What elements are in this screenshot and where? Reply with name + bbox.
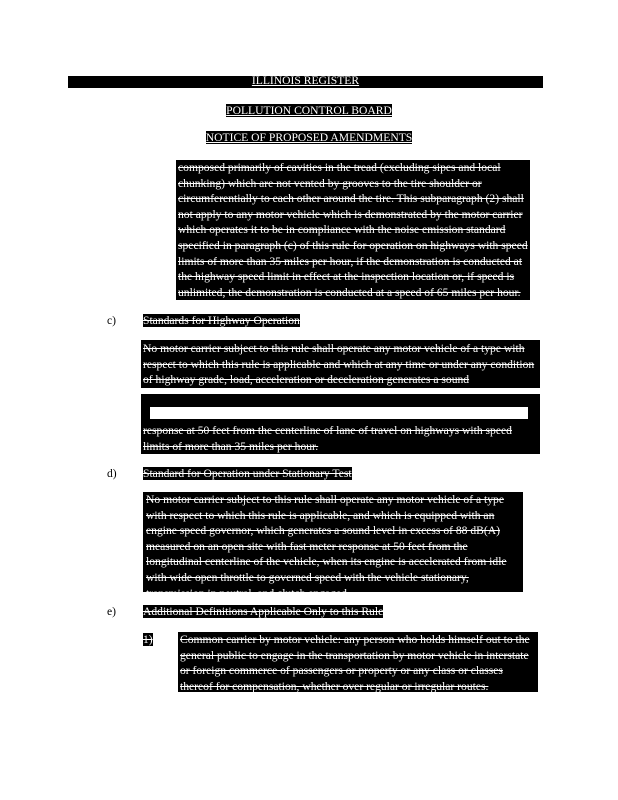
- register-title: [68, 74, 543, 88]
- section-e-heading: [143, 604, 383, 620]
- section-c-heading: [143, 313, 300, 329]
- section-d-marker-text: d): [107, 467, 117, 480]
- item-1-marker-text: 1): [143, 633, 153, 646]
- section-e-marker-text: e): [107, 605, 117, 618]
- item-1-text: [180, 632, 536, 694]
- section-d-body-text: No motor carrier subject to this rule shall operate any motor vehicle of a type with respect to which this rule is applicable, and which is equipped with an engine speed governor, which generates a sound level in excess of 88 dB(A) measured on an open site with fast meter response at 50 feet from the longitudinal centerline of the vehicle, when its engine is accelerated from idle with wide open throttle to governed speed with the vehicle stationary, transmission in neutral, and clutch engaged.: [146, 493, 507, 600]
- section-c-body-top-text: No motor carrier subject to this rule shall operate any motor vehicle of a type with respect to which this rule is applicable and which at any time or under any condition of highway grade, load, acceleration or deceleration generates a sound: [143, 342, 535, 387]
- section-e-marker: [107, 604, 116, 620]
- board-title: [0, 104, 618, 118]
- notice-title: [0, 131, 618, 145]
- notice-title-text: NOTICE OF PROPOSED AMENDMENTS: [205, 131, 413, 144]
- section-c-body-bottom-text: response at 50 feet from the centerline of lane of travel on highways with speed limits of more than 35 miles per hour.: [143, 424, 512, 453]
- item-1-marker: [143, 632, 153, 648]
- section-c-marker: [107, 313, 116, 329]
- item-1-text-content: Common carrier by motor vehicle: any person who holds himself out to the general public to engage in the transportation by motor vehicle in interstate or foreign commerce of passengers or property or any class or classes thereof for compensation, whether over regular or irregular routes.: [180, 633, 530, 693]
- section-c-marker-text: c): [107, 314, 117, 327]
- intro-paragraph-text: composed primarily of cavities in the tread (excluding sipes and local chunking) which are not vented by grooves to the tire shoulder or circumferentially to each other around the tire. This subparagraph (2) shall not apply to any motor vehicle which is demonstrated by the motor carrier which operates it to be in compliance with the noise emission standard specified in paragraph (c) of this rule for operation on highways with speed limits of more than 35 miles per hour, if the demonstration is conducted at the highway speed limit in effect at the inspection location or, if speed is unlimited, the demonstration is conducted at a speed of 65 miles per hour.: [178, 161, 528, 299]
- board-title-text: POLLUTION CONTROL BOARD: [226, 104, 392, 117]
- register-title-text: ILLINOIS REGISTER: [251, 74, 360, 87]
- section-d-heading: [143, 466, 352, 482]
- section-c-gap-upper: [141, 388, 540, 394]
- section-e-heading-text: Additional Definitions Applicable Only to this Rule: [143, 605, 384, 618]
- section-c-body-top: [143, 341, 539, 387]
- intro-paragraph: [178, 160, 530, 300]
- section-d-marker: [107, 466, 117, 482]
- section-c-body-bottom: [143, 423, 539, 454]
- section-c-heading-text: Standards for Highway Operation: [143, 314, 300, 327]
- section-d-body: [146, 492, 522, 601]
- section-d-heading-text: Standard for Operation under Stationary Test: [143, 467, 352, 480]
- section-c-gap-lower: [150, 407, 528, 419]
